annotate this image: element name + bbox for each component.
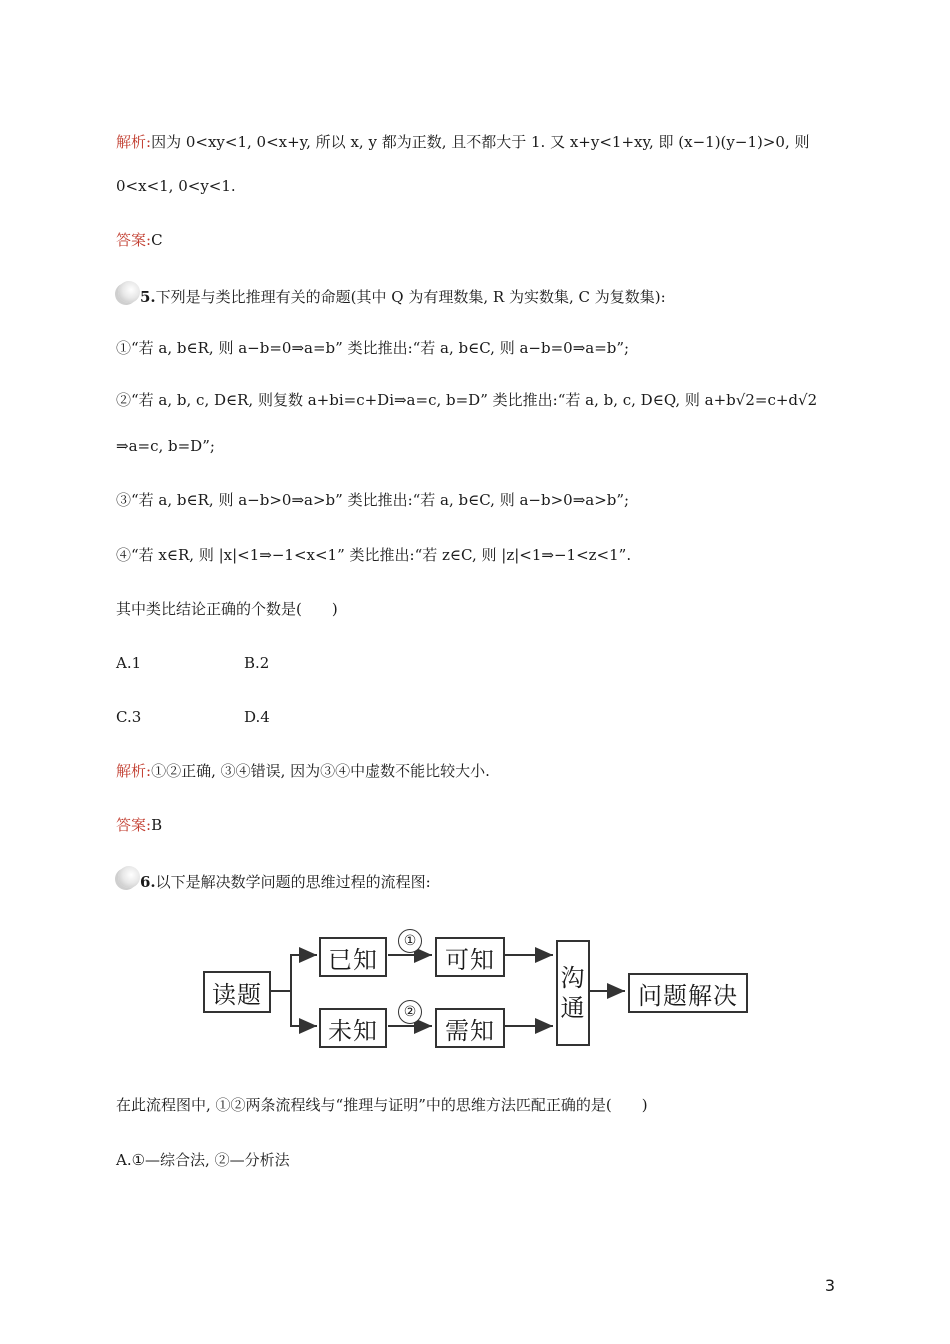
flow-line-to-known [291, 955, 317, 991]
q5-option-a: A.1 [116, 654, 142, 672]
question-stem: 以下是解决数学问题的思维过程的流程图: [155, 873, 431, 891]
q5-item-2-line-1: ②“若 a, b, c, D∈R, 则复数 a+bi=c+Di⇒a=c, b=D” 类比推出:“若 a, b, c, D∈Q, 则 a+b√2=c+d√2 [116, 391, 818, 409]
q5-question: 其中类比结论正确的个数是( ) [116, 600, 338, 618]
analysis-4-line-2: 0<x<1, 0<y<1. [116, 177, 236, 195]
q5-item-3: ③“若 a, b∈R, 则 a−b>0⇒a>b” 类比推出:“若 a, b∈C, 则 a−b>0⇒a>b”; [116, 491, 630, 509]
analysis-text: ①②正确, ③④错误, 因为③④中虚数不能比较大小. [151, 762, 490, 780]
flow-mark-2: ② [398, 1000, 422, 1024]
page-number: 3 [824, 1276, 835, 1295]
flow-box-needed: 需知 [435, 1008, 505, 1048]
flow-box-read: 读题 [203, 971, 271, 1013]
answer-label: 答案: [116, 231, 152, 249]
flow-line-to-unknown [291, 991, 317, 1026]
q5-option-b: B.2 [244, 654, 270, 672]
q5-option-c: C.3 [116, 708, 142, 726]
flow-box-known: 已知 [319, 937, 387, 977]
answer-value: B [151, 816, 163, 834]
q5-item-4: ④“若 x∈R, 则 |x|<1⇒−1<x<1” 类比推出:“若 z∈C, 则 |z|<1⇒−1<z<1”. [116, 546, 632, 564]
q6-option-a: A.①—综合法, ②—分析法 [116, 1151, 290, 1169]
q5-option-d: D.4 [244, 708, 270, 726]
question-number: 5. [140, 288, 156, 306]
analysis-label: 解析: [116, 762, 152, 780]
flow-box-communicate [556, 940, 590, 1046]
flow-box-knowable: 可知 [435, 937, 505, 977]
flow-comm-char-2: 通 [560, 994, 586, 1022]
question-number: 6. [140, 873, 156, 891]
analysis-label: 解析: [116, 133, 152, 151]
flow-mark-1: ① [398, 929, 422, 953]
q5-item-2-line-2: ⇒a=c, b=D”; [116, 437, 215, 455]
analysis-text: 因为 0<xy<1, 0<x+y, 所以 x, y 都为正数, 且不都大于 1. 又 x+y<1+xy, 即 (x−1)(y−1)>0, 则 [151, 133, 810, 151]
q6-question: 在此流程图中, ①②两条流程线与“推理与证明”中的思维方法匹配正确的是( ) [116, 1096, 648, 1114]
question-stem: 下列是与类比推理有关的命题(其中 Q 为有理数集, R 为实数集, C 为复数集): [155, 288, 666, 306]
flow-comm-char-1: 沟 [560, 964, 586, 992]
answer-value: C [151, 231, 163, 249]
flow-box-solved: 问题解决 [628, 973, 748, 1013]
flow-box-unknown: 未知 [319, 1008, 387, 1048]
q5-item-1: ①“若 a, b∈R, 则 a−b=0⇒a=b” 类比推出:“若 a, b∈C, 则 a−b=0⇒a=b”; [116, 339, 630, 357]
answer-label: 答案: [116, 816, 152, 834]
